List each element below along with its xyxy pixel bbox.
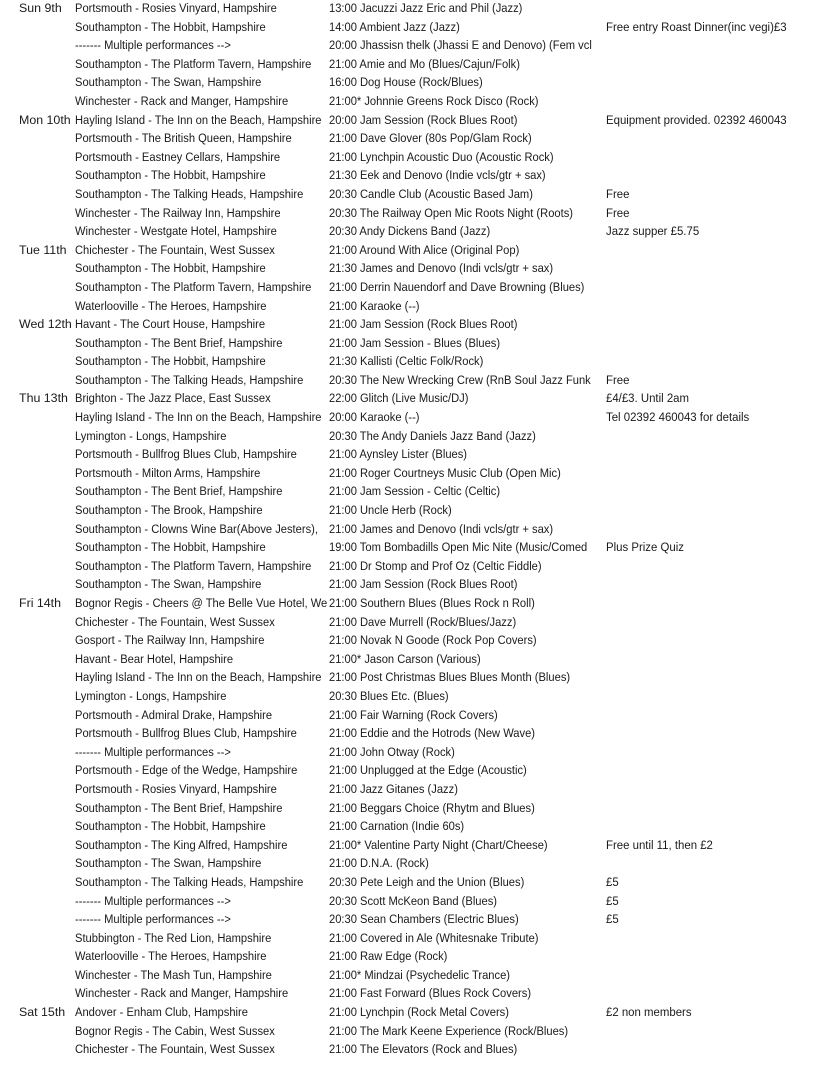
listing-row (0, 36, 826, 55)
act-cell: 21:00 The Elevators (Rock and Blues) (329, 1042, 518, 1057)
act-cell: 21:00 Derrin Nauendorf and Dave Browning (Blues) (329, 279, 585, 294)
listing-row (0, 408, 826, 427)
venue-cell: Brighton - The Jazz Place, East Sussex (75, 391, 271, 406)
venue-cell: Southampton - The Bent Brief, Hampshire (75, 335, 283, 350)
act-cell: 14:00 Ambient Jazz (Jazz) (329, 19, 460, 34)
act-cell: 21:00 Dave Murrell (Rock/Blues/Jazz) (329, 614, 517, 629)
venue-cell: Southampton - The Bent Brief, Hampshire (75, 484, 283, 499)
note-cell: Free until 11, then £2 (606, 837, 713, 852)
venue-cell: Southampton - The Hobbit, Hampshire (75, 819, 266, 834)
venue-cell: Chichester - The Fountain, West Sussex (75, 1042, 275, 1057)
listing-row (0, 873, 826, 892)
venue-cell: Southampton - The Hobbit, Hampshire (75, 168, 266, 183)
venue-cell: Southampton - Clowns Wine Bar(Above Jesters), (75, 521, 318, 536)
act-cell: 21:00 Dr Stomp and Prof Oz (Celtic Fiddle) (329, 558, 542, 573)
note-cell: Equipment provided. 02392 460043 (606, 112, 787, 127)
listing-row (0, 613, 826, 632)
listing-row (0, 687, 826, 706)
act-cell: 21:00 Around With Alice (Original Pop) (329, 242, 520, 257)
listing-row (0, 389, 826, 408)
venue-cell: Southampton - The Platform Tavern, Hampshire (75, 56, 312, 71)
act-cell: 20:30 The New Wrecking Crew (RnB Soul Jazz Funk (329, 372, 591, 387)
listing-row (0, 482, 826, 501)
venue-cell: Portsmouth - Rosies Vinyard, Hampshire (75, 1, 277, 15)
note-cell: Plus Prize Quiz (606, 540, 684, 555)
venue-cell: Waterlooville - The Heroes, Hampshire (75, 298, 267, 313)
act-cell: 21:00 Jam Session - Blues (Blues) (329, 335, 501, 350)
listing-row (0, 352, 826, 371)
act-cell: 21:00 Eddie and the Hotrods (New Wave) (329, 726, 536, 741)
act-cell: 19:00 Tom Bombadills Open Mic Nite (Music/Comed (329, 540, 588, 555)
venue-cell: ------- Multiple performances --> (75, 912, 231, 927)
act-cell: 21:00 Roger Courtneys Music Club (Open Mic) (329, 465, 561, 480)
act-cell: 21:00 Jam Session - Celtic (Celtic) (329, 484, 501, 499)
listing-row (0, 520, 826, 539)
listing-row (0, 334, 826, 353)
listing-row (0, 966, 826, 985)
act-cell: 21:00 Lynchpin Acoustic Duo (Acoustic Rock) (329, 149, 554, 164)
listing-row (0, 557, 826, 576)
venue-cell: Bognor Regis - Cheers @ The Belle Vue Hotel, We (75, 596, 328, 610)
listing-row (0, 278, 826, 297)
listing-row (0, 594, 826, 613)
listing-row (0, 166, 826, 185)
note-cell: Free (606, 186, 630, 201)
act-cell: 20:00 Jam Session (Rock Blues Root) (329, 112, 518, 127)
act-cell: 21:00 Raw Edge (Rock) (329, 949, 448, 964)
listing-row (0, 1003, 826, 1022)
act-cell: 21:00 Uncle Herb (Rock) (329, 503, 452, 518)
venue-cell: Portsmouth - Rosies Vinyard, Hampshire (75, 781, 277, 796)
act-cell: 20:30 Blues Etc. (Blues) (329, 688, 449, 703)
venue-cell: Winchester - Rack and Manger, Hampshire (75, 986, 289, 1001)
listing-row (0, 315, 826, 334)
listing-row (0, 575, 826, 594)
venue-cell: Portsmouth - Edge of the Wedge, Hampshire (75, 763, 298, 778)
listing-row (0, 929, 826, 948)
venue-cell: Southampton - The Hobbit, Hampshire (75, 19, 266, 34)
act-cell: 21:00 D.N.A. (Rock) (329, 856, 429, 871)
act-cell: 21:30 Eek and Denovo (Indie vcls/gtr + sax) (329, 168, 546, 183)
venue-cell: ------- Multiple performances --> (75, 893, 231, 908)
act-cell: 20:00 Karaoke (--) (329, 410, 420, 425)
venue-cell: Portsmouth - Bullfrog Blues Club, Hampshire (75, 726, 297, 741)
act-cell: 21:00 John Otway (Rock) (329, 744, 455, 759)
note-cell: Free entry Roast Dinner(inc vegi)£3 (606, 19, 787, 34)
venue-cell: Havant - Bear Hotel, Hampshire (75, 651, 234, 666)
venue-cell: Havant - The Court House, Hampshire (75, 317, 266, 332)
listing-row (0, 259, 826, 278)
day-cell: Wed 12th (19, 317, 72, 332)
venue-cell: ------- Multiple performances --> (75, 744, 231, 759)
act-cell: 20:30 Pete Leigh and the Union (Blues) (329, 874, 525, 889)
act-cell: 13:00 Jacuzzi Jazz Eric and Phil (Jazz) (329, 1, 523, 15)
listing-row (0, 464, 826, 483)
act-cell: 21:00 Aynsley Lister (Blues) (329, 447, 468, 462)
listing-row (0, 501, 826, 520)
listing-row (0, 18, 826, 37)
listing-row (0, 129, 826, 148)
listing-row (0, 799, 826, 818)
act-cell: 21:00 Fair Warning (Rock Covers) (329, 707, 498, 722)
listing-row (0, 55, 826, 74)
listing-row (0, 854, 826, 873)
venue-cell: Southampton - The King Alfred, Hampshire (75, 837, 288, 852)
venue-cell: ------- Multiple performances --> (75, 38, 231, 53)
note-cell: £5 (606, 912, 619, 927)
listing-row (0, 371, 826, 390)
note-cell: £5 (606, 874, 619, 889)
listing-row (0, 668, 826, 687)
act-cell: 21:00 Jazz Gitanes (Jazz) (329, 781, 458, 796)
act-cell: 21:00 Amie and Mo (Blues/Cajun/Folk) (329, 56, 520, 71)
listing-row (0, 817, 826, 836)
listing-row (0, 892, 826, 911)
act-cell: 21:00* Valentine Party Night (Chart/Cheese) (329, 837, 548, 852)
venue-cell: Waterlooville - The Heroes, Hampshire (75, 949, 267, 964)
note-cell: Free (606, 372, 630, 387)
act-cell: 21:00 Fast Forward (Blues Rock Covers) (329, 986, 532, 1001)
listing-row (0, 538, 826, 557)
venue-cell: Southampton - The Platform Tavern, Hampshire (75, 279, 312, 294)
note-cell: Free (606, 205, 630, 220)
act-cell: 20:30 Andy Dickens Band (Jazz) (329, 224, 491, 239)
act-cell: 21:00 Karaoke (--) (329, 298, 420, 313)
venue-cell: Portsmouth - Eastney Cellars, Hampshire (75, 149, 281, 164)
act-cell: 16:00 Dog House (Rock/Blues) (329, 75, 483, 90)
venue-cell: Lymington - Longs, Hampshire (75, 428, 227, 443)
day-cell: Tue 11th (19, 242, 67, 257)
note-cell: £4/£3. Until 2am (606, 391, 690, 406)
act-cell: 21:00* Johnnie Greens Rock Disco (Rock) (329, 93, 539, 108)
day-cell: Mon 10th (19, 112, 71, 127)
venue-cell: Chichester - The Fountain, West Sussex (75, 614, 275, 629)
day-cell: Sat 15th (19, 1005, 66, 1020)
listing-row (0, 631, 826, 650)
venue-cell: Southampton - The Swan, Hampshire (75, 856, 262, 871)
venue-cell: Southampton - The Talking Heads, Hampshire (75, 186, 304, 201)
listing-row (0, 204, 826, 223)
listing-row (0, 185, 826, 204)
act-cell: 21:00 Southern Blues (Blues Rock n Roll) (329, 596, 535, 610)
act-cell: 21:00 Beggars Choice (Rhytm and Blues) (329, 800, 535, 815)
venue-cell: Southampton - The Bent Brief, Hampshire (75, 800, 283, 815)
listing-row (0, 761, 826, 780)
act-cell: 20:30 The Andy Daniels Jazz Band (Jazz) (329, 428, 536, 443)
listing-row (0, 984, 826, 1003)
venue-cell: Winchester - Westgate Hotel, Hampshire (75, 224, 277, 239)
venue-cell: Southampton - The Hobbit, Hampshire (75, 540, 266, 555)
venue-cell: Bognor Regis - The Cabin, West Sussex (75, 1023, 275, 1038)
listing-row (0, 297, 826, 316)
venue-cell: Southampton - The Hobbit, Hampshire (75, 354, 266, 369)
listing-row (0, 724, 826, 743)
listing-row (0, 780, 826, 799)
act-cell: 20:00 Jhassisn thelk (Jhassi E and Denovo) (Fem vcl (329, 38, 592, 53)
act-cell: 21:00 Lynchpin (Rock Metal Covers) (329, 1005, 509, 1020)
listing-row (0, 111, 826, 130)
venue-cell: Hayling Island - The Inn on the Beach, Hampshire (75, 670, 322, 685)
listing-row (0, 836, 826, 855)
venue-cell: Southampton - The Brook, Hampshire (75, 503, 263, 518)
act-cell: 22:00 Glitch (Live Music/DJ) (329, 391, 469, 406)
venue-cell: Southampton - The Hobbit, Hampshire (75, 261, 266, 276)
act-cell: 21:00 Covered in Ale (Whitesnake Tribute) (329, 930, 539, 945)
listing-row (0, 222, 826, 241)
venue-cell: Andover - Enham Club, Hampshire (75, 1005, 248, 1020)
day-cell: Sun 9th (19, 1, 62, 15)
note-cell: Jazz supper £5.75 (606, 224, 700, 239)
listing-row (0, 1040, 826, 1059)
venue-cell: Winchester - Rack and Manger, Hampshire (75, 93, 289, 108)
venue-cell: Lymington - Longs, Hampshire (75, 688, 227, 703)
act-cell: 20:30 The Railway Open Mic Roots Night (Roots) (329, 205, 573, 220)
venue-cell: Stubbington - The Red Lion, Hampshire (75, 930, 272, 945)
venue-cell: Winchester - The Railway Inn, Hampshire (75, 205, 281, 220)
venue-cell: Gosport - The Railway Inn, Hampshire (75, 633, 265, 648)
venue-cell: Chichester - The Fountain, West Sussex (75, 242, 275, 257)
listing-row (0, 0, 826, 18)
act-cell: 20:30 Scott McKeon Band (Blues) (329, 893, 497, 908)
act-cell: 21:00* Jason Carson (Various) (329, 651, 481, 666)
listing-row (0, 650, 826, 669)
act-cell: 21:00 Dave Glover (80s Pop/Glam Rock) (329, 131, 532, 146)
listing-row (0, 947, 826, 966)
act-cell: 21:30 Kallisti (Celtic Folk/Rock) (329, 354, 484, 369)
act-cell: 21:00 Unplugged at the Edge (Acoustic) (329, 763, 527, 778)
venue-cell: Southampton - The Platform Tavern, Hampshire (75, 558, 312, 573)
venue-cell: Southampton - The Talking Heads, Hampshire (75, 874, 304, 889)
note-cell: £5 (606, 893, 619, 908)
venue-cell: Portsmouth - Bullfrog Blues Club, Hampshire (75, 447, 297, 462)
act-cell: 21:00 Novak N Goode (Rock Pop Covers) (329, 633, 537, 648)
listing-row (0, 706, 826, 725)
venue-cell: Portsmouth - Admiral Drake, Hampshire (75, 707, 273, 722)
listing-row (0, 427, 826, 446)
act-cell: 20:30 Candle Club (Acoustic Based Jam) (329, 186, 533, 201)
venue-cell: Portsmouth - Milton Arms, Hampshire (75, 465, 261, 480)
listing-row (0, 73, 826, 92)
venue-cell: Southampton - The Swan, Hampshire (75, 577, 262, 592)
listing-row (0, 1022, 826, 1041)
listing-row (0, 743, 826, 762)
listing-row (0, 910, 826, 929)
act-cell: 21:00 The Mark Keene Experience (Rock/Blues) (329, 1023, 569, 1038)
act-cell: 21:00 James and Denovo (Indi vcls/gtr + sax) (329, 521, 554, 536)
listing-row (0, 445, 826, 464)
act-cell: 21:00 Jam Session (Rock Blues Root) (329, 317, 518, 332)
listing-row (0, 241, 826, 260)
listing-row (0, 148, 826, 167)
note-cell: Tel 02392 460043 for details (606, 410, 750, 425)
day-cell: Thu 13th (19, 391, 68, 406)
day-cell: Fri 14th (19, 596, 62, 610)
venue-cell: Hayling Island - The Inn on the Beach, Hampshire (75, 112, 322, 127)
listing-row (0, 92, 826, 111)
act-cell: 21:30 James and Denovo (Indi vcls/gtr + sax) (329, 261, 554, 276)
venue-cell: Hayling Island - The Inn on the Beach, Hampshire (75, 410, 322, 425)
act-cell: 21:00* Mindzai (Psychedelic Trance) (329, 967, 510, 982)
act-cell: 21:00 Carnation (Indie 60s) (329, 819, 465, 834)
note-cell: £2 non members (606, 1005, 692, 1020)
venue-cell: Portsmouth - The British Queen, Hampshire (75, 131, 292, 146)
act-cell: 20:30 Sean Chambers (Electric Blues) (329, 912, 519, 927)
venue-cell: Southampton - The Swan, Hampshire (75, 75, 262, 90)
venue-cell: Southampton - The Talking Heads, Hampshire (75, 372, 304, 387)
act-cell: 21:00 Jam Session (Rock Blues Root) (329, 577, 518, 592)
venue-cell: Winchester - The Mash Tun, Hampshire (75, 967, 272, 982)
act-cell: 21:00 Post Christmas Blues Blues Month (Blues) (329, 670, 571, 685)
